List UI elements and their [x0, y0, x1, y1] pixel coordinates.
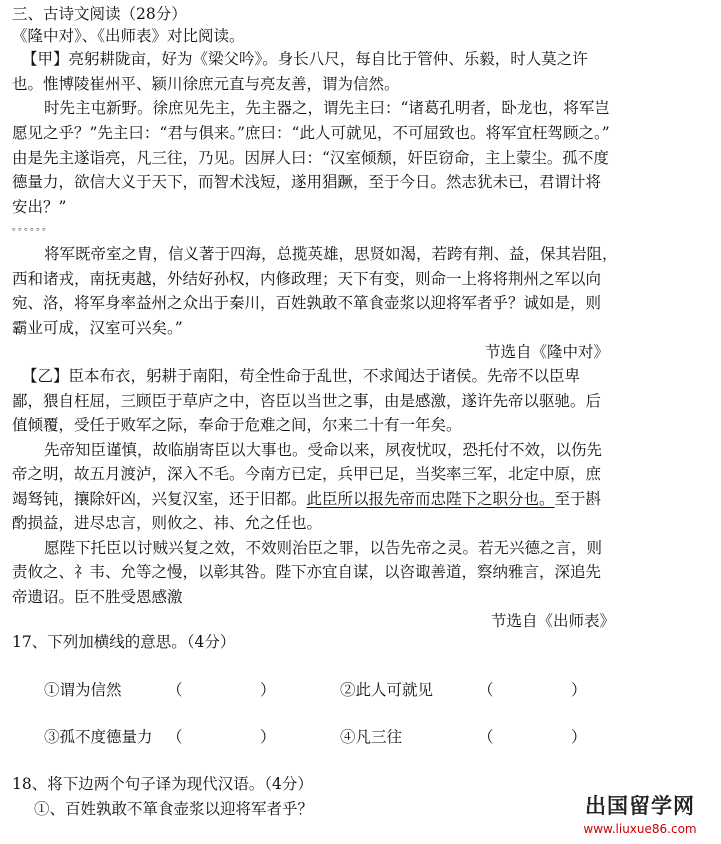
q17-answer-blank-1[interactable]: （ ）: [167, 681, 276, 699]
subtitle: 《隆中对》、《出师表》对比阅读。: [12, 27, 245, 45]
passage-line: 愿见之乎？”先主曰：“君与俱来。”庶曰：“此人可就见，不可屈致也。将军宜枉驾顾之。”: [12, 124, 610, 142]
watermark-logo: [565, 790, 715, 836]
underlined-sentence: 此臣所以报先帝而忠陛下之职分也。: [306, 490, 555, 508]
source-jia: 节选自《隆中对》: [484, 343, 609, 361]
q17-answer-blank-4[interactable]: （ ）: [478, 728, 587, 746]
passage-line: 由是先主遂诣亮，凡三往，乃见。因屏人曰：“汉室倾颓，奸臣窃命，主上蒙尘。孤不度: [12, 149, 609, 167]
passage-text: 至于斟: [554, 490, 602, 508]
question-18-title: 18、将下边两个句子译为现代汉语。（4分）: [12, 775, 313, 793]
passage-line: 酌损益，进尽忠言，则攸之、祎、允之任也。: [12, 514, 323, 532]
question-17-title: 17、下列加横线的意思。（4分）: [12, 633, 236, 651]
passage-line: 愿陛下托臣以讨贼兴复之效，不效则治臣之罪，以告先帝之灵。若无兴德之言，则: [44, 539, 603, 557]
q17-item-2: ②此人可就见: [340, 681, 434, 699]
q17-item-3: ③孤不度德量力: [44, 728, 153, 746]
passage-line: 帝遗诏。臣不胜受恩感激: [12, 588, 183, 606]
ellipsis: 。。。。。。: [12, 222, 53, 233]
passage-line: 鄙，猥自枉屈，三顾臣于草庐之中，咨臣以当世之事，由是感激，遂许先帝以驱驰。后: [12, 392, 602, 410]
passage-line: 安出？”: [12, 198, 67, 216]
passage-line: 【乙】臣本布衣，躬耕于南阳，苟全性命于乱世，不求闻达于诸侯。先帝不以臣卑: [22, 367, 581, 385]
passage-line: 也。惟博陵崔州平、颍川徐庶元直与亮友善，谓为信然。: [12, 75, 400, 93]
section-title: 三、古诗文阅读（28分）: [12, 5, 187, 23]
passage-line: 西和诸戎，南抚夷越，外结好孙权，内修政理；天下有变，则命一上将将荆州之军以向: [12, 270, 602, 288]
passage-line: 时先主屯新野。徐庶见先主，先主器之，谓先主曰：“诸葛孔明者，卧龙也，将军岂: [44, 99, 610, 117]
passage-line: 德量力，欲信大义于天下，而智术浅短，遂用猖蹶，至于今日。然志犹未已，君谓计将: [12, 173, 602, 191]
passage-line: 先帝知臣谨慎，故临崩寄臣以大事也。受命以来，夙夜忧叹，恐托付不效，以伤先: [44, 441, 603, 459]
q17-answer-blank-3[interactable]: （ ）: [167, 728, 276, 746]
passage-line: 帝之明，故五月渡泸，深入不毛。今南方已定，兵甲已足，当奖率三军，北定中原，庶: [12, 465, 602, 483]
passage-line: 宛、洛，将军身率益州之众出于秦川，百姓孰敢不箪食壶浆以迎将军者乎？诚如是，则: [12, 294, 602, 312]
q17-item-1: ①谓为信然: [44, 681, 122, 699]
q17-answer-blank-2[interactable]: （ ）: [478, 681, 587, 699]
passage-line: 值倾覆，受任于败军之际，奉命于危难之间，尔来二十有一年矣。: [12, 416, 462, 434]
source-yi: 节选自《出师表》: [490, 612, 615, 630]
passage-text: 竭驽钝，攘除奸凶，兴复汉室，还于旧都。: [12, 490, 307, 508]
passage-line: [12, 489, 601, 509]
passage-line: 责攸之、礻韦、允等之慢，以彰其咎。陛下亦宜自谋，以咨诹善道，察纳雅言，深追先: [12, 563, 602, 581]
q17-item-4: ④凡三往: [340, 728, 403, 746]
passage-line: 将军既帝室之胄，信义著于四海，总揽英雄，思贤如渴，若跨有荆、益，保其岩阻，: [44, 245, 618, 263]
passage-line: 霸业可成，汉室可兴矣。”: [12, 319, 183, 337]
passage-line: 【甲】亮躬耕陇亩，好为《梁父吟》。身长八尺，每自比于管仲、乐毅，时人莫之许: [22, 50, 588, 68]
watermark-name: 出国留学网: [585, 794, 695, 818]
watermark-url: www.liuxue86.com: [583, 822, 697, 836]
question-18-sentence-1: ①、百姓孰敢不箪食壶浆以迎将军者乎？: [34, 800, 314, 818]
